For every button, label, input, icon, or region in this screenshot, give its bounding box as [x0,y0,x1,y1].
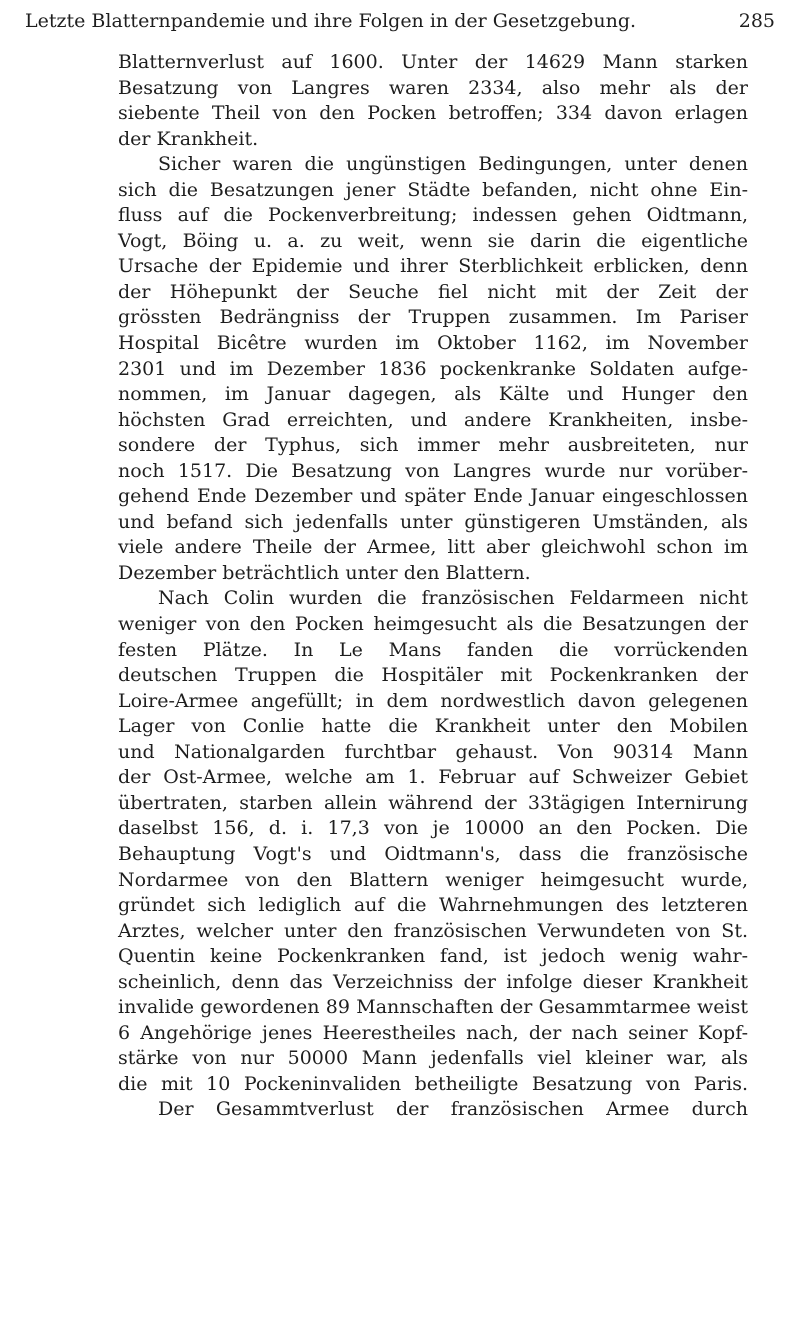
running-title: Letzte Blatternpandemie und ihre Folgen in der Gesetzgebung. [25,10,637,32]
text-line: Dezember beträchtlich unter den Blattern. [118,561,531,584]
text-line: gehend Ende Dezember und später Ende Januar eingeschlossen [118,485,748,508]
text-line: und befand sich jedenfalls unter günstigeren Umständen, als [118,510,748,533]
body-text [118,50,748,1123]
text-line: weniger von den Pocken heimgesucht als die Besatzungen der [118,613,748,636]
text-line: Lager von Conlie hatte die Krankheit unter den Mobilen [118,715,748,738]
text-line: stärke von nur 50000 Mann jedenfalls viel kleiner war, als [118,1047,748,1070]
text-line: festen Plätze. In Le Mans fanden die vorrückenden [118,638,748,661]
text-line: die mit 10 Pockeninvaliden betheiligte Besatzung von Paris. [118,1072,748,1095]
text-line: grössten Bedrängniss der Truppen zusammen. Im Pariser [118,306,748,329]
text-line: nommen, im Januar dagegen, als Kälte und Hunger den [118,383,748,406]
text-line: der Ost-Armee, welche am 1. Februar auf Schweizer Gebiet [118,766,748,789]
text-line: daselbst 156, d. i. 17,3 von je 10000 an den Pocken. Die [118,817,748,840]
text-line: sich die Besatzungen jener Städte befanden, nicht ohne Ein- [118,178,748,201]
running-header [25,4,775,38]
text-line: höchsten Grad erreichten, und andere Krankheiten, insbe- [118,408,748,431]
text-line: viele andere Theile der Armee, litt aber gleichwohl schon im [118,536,748,559]
text-line: Vogt, Böing u. a. zu weit, wenn sie darin die eigentliche [118,229,748,252]
text-line: der Höhepunkt der Seuche fiel nicht mit der Zeit der [118,280,748,303]
text-line: Behauptung Vogt's und Oidtmann's, dass die französische [118,842,748,865]
text-line: siebente Theil von den Pocken betroffen; 334 davon erlagen [118,102,748,125]
text-line: Nach Colin wurden die französischen Feldarmeen nicht [158,587,748,610]
text-line: fluss auf die Pockenverbreitung; indessen gehen Oidtmann, [118,204,748,227]
text-line: 2301 und im Dezember 1836 pockenkranke Soldaten aufge- [118,357,748,380]
text-line: Besatzung von Langres waren 2334, also mehr als der [118,76,748,99]
text-line: deutschen Truppen die Hospitäler mit Pockenkranken der [118,664,748,687]
text-line: Quentin keine Pockenkranken fand, ist jedoch wenig wahr- [118,945,748,968]
text-line: der Krankheit. [118,127,259,150]
text-line: und Nationalgarden furchtbar gehaust. Von 90314 Mann [118,740,748,763]
text-line: Arztes, welcher unter den französischen Verwundeten von St. [118,919,748,942]
text-line: sondere der Typhus, sich immer mehr ausbreiteten, nur [118,434,748,457]
text-line: Nordarmee von den Blattern weniger heimgesucht wurde, [118,868,748,891]
text-line: noch 1517. Die Besatzung von Langres wurde nur vorüber- [118,459,748,482]
text-line: Der Gesammtverlust der französischen Armee durch [158,1098,748,1121]
text-line: scheinlich, denn das Verzeichniss der infolge dieser Krankheit [118,970,748,993]
text-line: Hospital Bicêtre wurden im Oktober 1162, im November [118,332,748,355]
text-line: 6 Angehörige jenes Heerestheiles nach, der nach seiner Kopf- [118,1021,748,1044]
text-line: invalide gewordenen 89 Mannschaften der Gesammtarmee weist [118,996,748,1019]
text-line: übertraten, starben allein während der 33tägigen Internirung [118,791,748,814]
page-number: 285 [738,10,775,32]
text-line: Blatternverlust auf 1600. Unter der 14629 Mann starken [118,51,748,73]
text-line: Sicher waren die ungünstigen Bedingungen, unter denen [158,153,748,176]
text-line: Ursache der Epidemie und ihrer Sterblichkeit erblicken, denn [118,255,748,278]
text-line: gründet sich lediglich auf die Wahrnehmungen des letzteren [118,894,748,917]
text-line: Loire-Armee angefüllt; in dem nordwestlich davon gelegenen [118,689,748,712]
